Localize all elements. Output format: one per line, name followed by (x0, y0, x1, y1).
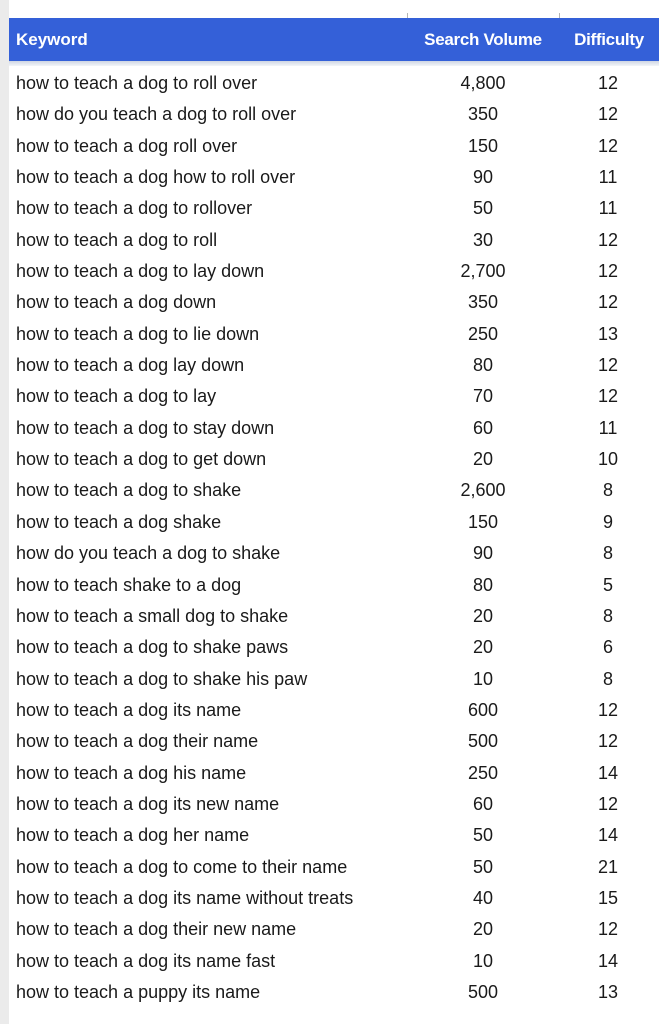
search-volume-cell: 90 (472, 167, 494, 188)
table-row (9, 726, 659, 757)
difficulty-cell: 12 (597, 355, 619, 376)
table-row (9, 475, 659, 506)
left-border (0, 0, 9, 1024)
search-volume-cell: 10 (472, 668, 494, 689)
keyword-cell: how to teach a dog shake (16, 511, 222, 532)
search-volume-cell: 40 (472, 887, 494, 908)
header-search-volume[interactable]: Search Volume (424, 30, 542, 49)
search-volume-cell: 50 (472, 856, 494, 877)
table-row (9, 131, 659, 162)
search-volume-cell: 50 (472, 198, 494, 219)
keyword-cell: how to teach a dog to roll over (16, 73, 258, 93)
keyword-cell: how to teach a dog to shake his paw (16, 668, 308, 689)
difficulty-cell: 8 (602, 605, 613, 626)
table-row (9, 287, 659, 318)
difficulty-cell: 11 (598, 167, 618, 188)
search-volume-cell: 60 (472, 793, 494, 814)
difficulty-cell: 15 (597, 887, 619, 908)
header-keyword[interactable]: Keyword (16, 30, 88, 49)
difficulty-cell: 13 (597, 323, 619, 344)
search-volume-cell: 150 (467, 511, 499, 532)
difficulty-cell: 6 (602, 637, 613, 658)
keyword-cell: how to teach a dog her name (16, 825, 250, 846)
table-row (9, 852, 659, 883)
table-row (9, 225, 659, 256)
search-volume-cell: 20 (472, 919, 494, 940)
keyword-cell: how to teach a dog to lay down (16, 261, 265, 282)
keyword-cell: how to teach a puppy its name (16, 981, 261, 1002)
search-volume-cell: 20 (472, 449, 494, 470)
search-volume-cell: 250 (467, 762, 499, 783)
keyword-cell: how to teach a dog its name (16, 699, 242, 720)
difficulty-cell: 11 (598, 198, 618, 219)
search-volume-cell: 90 (472, 543, 494, 564)
keyword-cell: how to teach a dog roll over (16, 135, 238, 156)
search-volume-cell: 500 (467, 981, 499, 1002)
table-header (9, 18, 659, 61)
search-volume-cell: 60 (472, 417, 494, 438)
keyword-cell: how to teach a dog lay down (16, 355, 245, 376)
table-row (9, 99, 659, 130)
difficulty-cell: 14 (597, 950, 619, 971)
search-volume-cell: 80 (472, 355, 494, 376)
table-row (9, 538, 659, 569)
keyword-cell: how to teach shake to a dog (16, 574, 242, 595)
difficulty-cell: 10 (597, 449, 619, 470)
table-row (9, 256, 659, 287)
difficulty-cell: 12 (597, 919, 619, 940)
table-row (9, 319, 659, 350)
difficulty-cell: 12 (597, 386, 619, 407)
table-row (9, 977, 659, 1008)
difficulty-cell: 12 (597, 261, 619, 282)
keyword-cell: how to teach a small dog to shake (16, 605, 289, 626)
difficulty-cell: 8 (602, 543, 613, 564)
keyword-cell: how to teach a dog their new name (16, 919, 297, 940)
difficulty-cell: 8 (602, 668, 613, 689)
difficulty-cell: 14 (597, 762, 619, 783)
keyword-cell: how to teach a dog its name fast (16, 950, 276, 971)
keyword-cell: how to teach a dog to lie down (16, 323, 260, 344)
table-row (9, 350, 659, 381)
difficulty-cell: 12 (597, 731, 619, 752)
table-row (9, 601, 659, 632)
difficulty-cell: 13 (597, 981, 619, 1002)
table-row (9, 507, 659, 538)
difficulty-cell: 14 (597, 825, 619, 846)
table-row (9, 444, 659, 475)
keyword-cell: how to teach a dog to lay (16, 386, 217, 407)
keyword-cell: how to teach a dog to roll (16, 229, 218, 250)
keyword-cell: how to teach a dog its name without treats (16, 887, 354, 908)
table-row (9, 68, 659, 99)
table-row (9, 758, 659, 789)
search-volume-cell: 20 (472, 637, 494, 658)
keyword-cell: how do you teach a dog to shake (16, 543, 281, 564)
difficulty-cell: 12 (597, 292, 619, 313)
keyword-cell: how to teach a dog their name (16, 731, 259, 752)
keyword-cell: how to teach a dog to shake paws (16, 637, 289, 658)
table-row (9, 664, 659, 695)
search-volume-cell: 80 (472, 574, 494, 595)
header-shadow (9, 61, 659, 66)
search-volume-cell: 4,800 (460, 73, 506, 93)
search-volume-cell: 50 (472, 825, 494, 846)
keyword-cell: how to teach a dog its new name (16, 793, 280, 814)
search-volume-cell: 2,600 (460, 480, 506, 501)
search-volume-cell: 2,700 (460, 261, 506, 282)
difficulty-cell: 5 (602, 574, 613, 595)
table-row (9, 413, 659, 444)
keyword-cell: how to teach a dog his name (16, 762, 247, 783)
search-volume-cell: 500 (467, 731, 499, 752)
table-body (9, 68, 659, 1008)
difficulty-cell: 8 (602, 480, 613, 501)
search-volume-cell: 350 (467, 292, 499, 313)
table-row (9, 883, 659, 914)
table-row (9, 914, 659, 945)
keyword-cell: how to teach a dog to shake (16, 480, 242, 501)
keyword-cell: how to teach a dog to get down (16, 449, 267, 470)
keyword-cell: how do you teach a dog to roll over (16, 104, 297, 125)
search-volume-cell: 600 (467, 699, 499, 720)
keyword-cell: how to teach a dog how to roll over (16, 167, 296, 188)
table-row (9, 632, 659, 663)
table-row (9, 820, 659, 851)
keyword-cell: how to teach a dog to stay down (16, 417, 275, 438)
search-volume-cell: 70 (472, 386, 494, 407)
keyword-cell: how to teach a dog to rollover (16, 198, 253, 219)
header-difficulty[interactable]: Difficulty (574, 30, 644, 49)
table-row (9, 381, 659, 412)
search-volume-cell: 20 (472, 605, 494, 626)
table-row (9, 570, 659, 601)
difficulty-cell: 12 (597, 73, 619, 93)
table-row (9, 162, 659, 193)
difficulty-cell: 21 (597, 856, 619, 877)
table-row (9, 946, 659, 977)
search-volume-cell: 10 (472, 950, 494, 971)
table-row (9, 695, 659, 726)
search-volume-cell: 150 (467, 135, 499, 156)
difficulty-cell: 11 (598, 417, 618, 438)
difficulty-cell: 12 (597, 104, 619, 125)
table-row (9, 193, 659, 224)
difficulty-cell: 12 (597, 229, 619, 250)
keyword-cell: how to teach a dog down (16, 292, 217, 313)
search-volume-cell: 250 (467, 323, 499, 344)
difficulty-cell: 12 (597, 793, 619, 814)
keyword-cell: how to teach a dog to come to their name (16, 856, 348, 877)
search-volume-cell: 30 (472, 229, 494, 250)
search-volume-cell: 350 (467, 104, 499, 125)
table-row (9, 789, 659, 820)
difficulty-cell: 9 (602, 511, 613, 532)
difficulty-cell: 12 (597, 699, 619, 720)
difficulty-cell: 12 (597, 135, 619, 156)
